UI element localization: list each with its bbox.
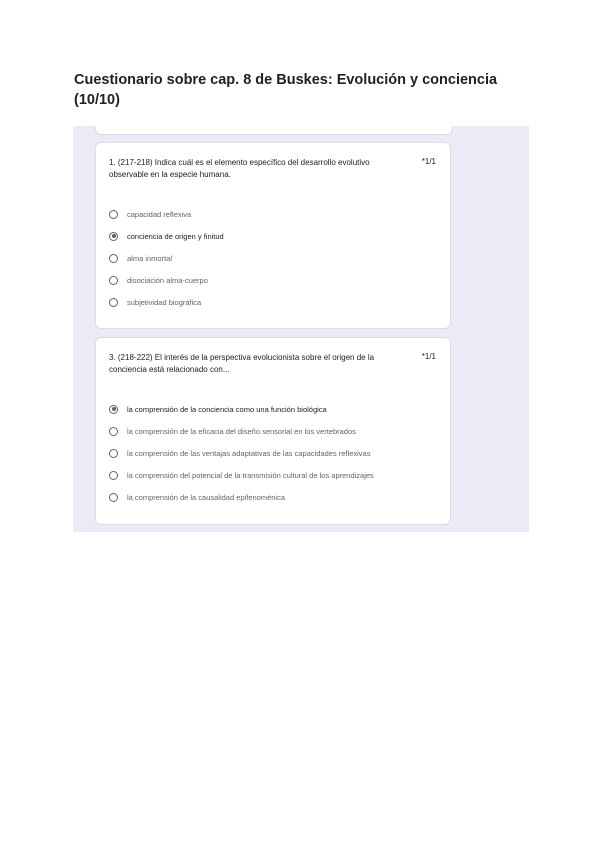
radio-button[interactable]: [109, 427, 118, 436]
radio-button-checked[interactable]: [109, 232, 118, 241]
radio-button[interactable]: [109, 493, 118, 502]
option[interactable]: [109, 486, 439, 508]
radio-button[interactable]: [109, 210, 118, 219]
option-label: la comprensión de la eficacia del diseño sensorial en los vertebrados: [127, 426, 356, 436]
question-score: *1/1: [421, 352, 436, 361]
option-label: la comprensión del potencial de la transmisión cultural de los aprendizajes: [127, 470, 374, 480]
option[interactable]: [109, 247, 439, 269]
option[interactable]: [109, 203, 439, 225]
option-label: la comprensión de las ventajas adaptativas de las capacidades reflexivas: [127, 448, 371, 458]
option[interactable]: [109, 291, 439, 313]
option-label: la comprensión de la causalidad epifenoménica: [127, 492, 286, 502]
question-text: 1. (217-218) Indica cuál es el elemento específico del desarrollo evolutivo observable en la especie humana.: [109, 158, 370, 179]
option-label: capacidad reflexiva: [127, 209, 192, 219]
option-label: alma inmortal: [127, 253, 173, 263]
previous-question-card: [95, 126, 453, 135]
question-score: *1/1: [421, 157, 436, 166]
radio-button[interactable]: [109, 449, 118, 458]
option[interactable]: [109, 464, 439, 486]
question-card-3: [95, 337, 451, 525]
radio-button[interactable]: [109, 276, 118, 285]
options-list: [109, 398, 439, 508]
option-selected[interactable]: [109, 225, 439, 247]
option-label: la comprensión de la conciencia como una función biológica: [127, 404, 327, 414]
option[interactable]: [109, 442, 439, 464]
option-label: subjetividad biográfica: [127, 297, 202, 307]
option-selected[interactable]: [109, 398, 439, 420]
document-title: Cuestionario sobre cap. 8 de Buskes: Evolución y conciencia (10/10): [74, 72, 498, 108]
radio-button[interactable]: [109, 471, 118, 480]
option[interactable]: [109, 269, 439, 291]
option-label: disociación alma-cuerpo: [127, 275, 208, 285]
question-card-1: [95, 142, 451, 329]
option[interactable]: [109, 420, 439, 442]
option-label: conciencia de origen y finitud: [127, 231, 224, 241]
question-text: 3. (218-222) El interés de la perspectiva evolucionista sobre el origen de la conciencia está relacionado con...: [109, 353, 375, 374]
options-list: [109, 203, 439, 313]
radio-button[interactable]: [109, 254, 118, 263]
radio-button[interactable]: [109, 298, 118, 307]
radio-button-checked[interactable]: [109, 405, 118, 414]
